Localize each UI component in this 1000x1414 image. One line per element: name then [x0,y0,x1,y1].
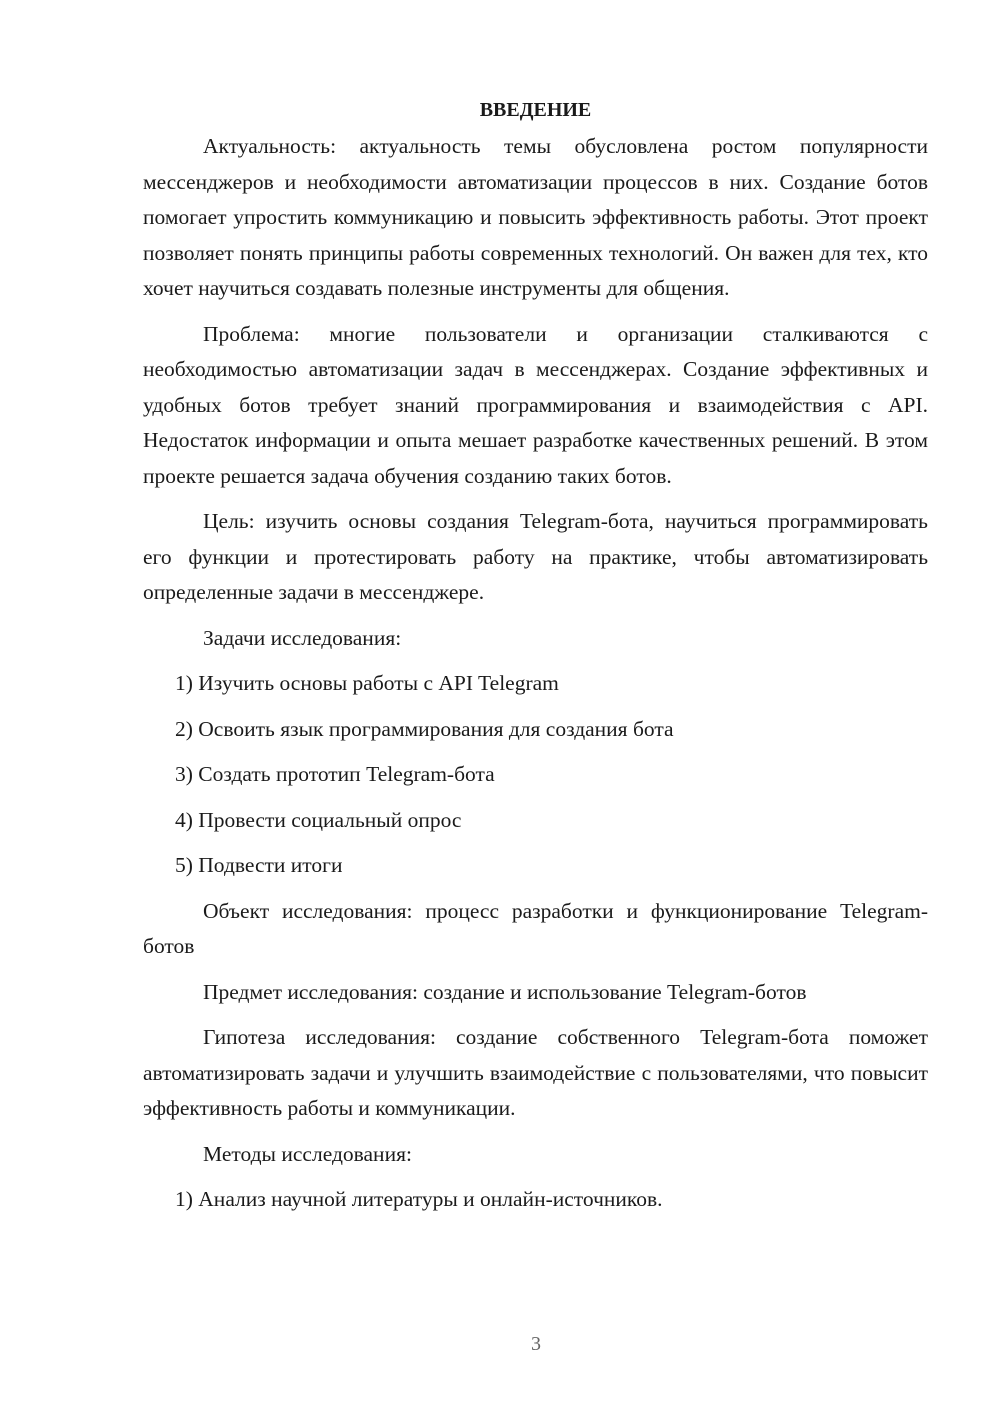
paragraph-hypothesis: Гипотеза исследования: создание собственного Telegram-бота поможет автоматизировать задачи и улучшить взаимодействие с пользователями, что повысит эффективность работы и коммуникации. [143,1025,928,1120]
list-item: 1) Анализ научной литературы и онлайн-источников. [175,1187,663,1211]
paragraph-problem: Проблема: многие пользователи и организации сталкиваются с необходимостью автоматизации задач в мессенджерах. Создание эффективных и удобных ботов требует знаний программирования и взаимодействия с API. Недостаток информации и опыта мешает разработке качественных решений. В этом проекте решается задача обучения созданию таких ботов. [143,321,928,488]
list-item: 5) Подвести итоги [175,853,343,877]
paragraph-object: Объект исследования: процесс разработки и функционирование Telegram-ботов [143,898,928,958]
paragraph-goal: Цель: изучить основы создания Telegram-бота, научиться программировать его функции и протестировать работу на практике, чтобы автоматизировать определенные задачи в мессенджере. [143,509,928,604]
methods-list [143,1182,928,1218]
tasks-heading: Задачи исследования: [203,625,402,650]
list-item: 3) Создать прототип Telegram-бота [175,762,495,786]
paragraph-subject: Предмет исследования: создание и использование Telegram-ботов [203,979,807,1004]
list-item: 2) Освоить язык программирования для создания бота [175,716,674,741]
page-title: ВВЕДЕНИЕ [479,99,592,121]
list-item: 4) Провести социальный опрос [175,807,462,832]
list-item: 1) Изучить основы работы с API Telegram [175,671,559,695]
tasks-list [143,666,928,884]
paragraph-relevance: Актуальность: актуальность темы обусловлена ростом популярности мессенджеров и необходимости автоматизации процессов в них. Создание ботов помогает упростить коммуникацию и повысить эффективность работы. Этот проект позволяет понять принципы работы современных технологий. Он важен для тех, кто хочет научиться создавать полезные инструменты для общения. [143,134,928,300]
methods-heading: Методы исследования: [203,1141,412,1166]
page-number: 3 [531,1333,541,1355]
page-content [143,92,928,1228]
